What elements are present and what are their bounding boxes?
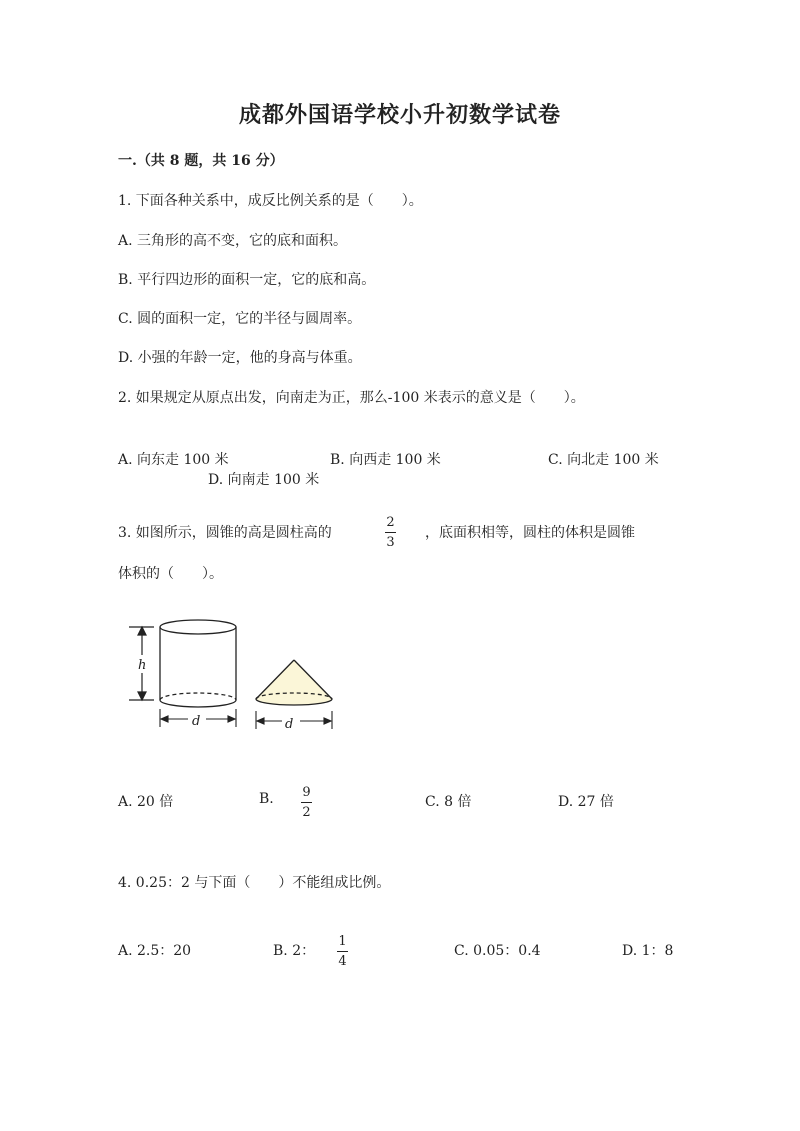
q1-option-b: B. 平行四边形的面积一定，它的底和高。 — [118, 272, 376, 288]
q2-option-a: A. 向东走 100 米 — [118, 452, 229, 468]
q3-option-b-fraction — [301, 785, 312, 820]
fraction-denominator: 2 — [302, 805, 311, 820]
section-header: 一.（共 8 题，共 16 分） — [118, 153, 284, 169]
page-title: 成都外国语学校小升初数学试卷 — [238, 102, 561, 128]
q2-option-d: D. 向南走 100 米 — [208, 472, 320, 488]
cylinder-shape — [160, 620, 236, 707]
fraction-bar — [337, 951, 348, 952]
cylinder-diameter-label: d — [192, 714, 201, 729]
q2-stem: 2. 如果规定从原点出发，向南走为正，那么-100 米表示的意义是（ ）。 — [118, 390, 585, 406]
cone-diameter-label: d — [285, 717, 294, 732]
q4-option-c: C. 0.05：0.4 — [454, 943, 541, 959]
q2-option-c: C. 向北走 100 米 — [548, 452, 659, 468]
q3-option-c: C. 8 倍 — [425, 794, 472, 810]
q4-option-d: D. 1：8 — [622, 943, 674, 959]
height-label: h — [138, 658, 147, 673]
q3-stem-after: ，底面积相等，圆柱的体积是圆锥 — [425, 525, 635, 541]
fraction-bar — [385, 532, 396, 533]
fraction-numerator: 2 — [386, 515, 395, 530]
q3-option-a: A. 20 倍 — [118, 794, 174, 810]
q3-option-d: D. 27 倍 — [558, 794, 614, 810]
q1-option-c: C. 圆的面积一定，它的半径与圆周率。 — [118, 311, 362, 327]
fraction-numerator: 1 — [338, 934, 347, 949]
cone-diameter-marker — [256, 711, 332, 729]
q4-option-a: A. 2.5：20 — [118, 943, 192, 959]
q3-stem-line2: 体积的（ ）。 — [118, 566, 223, 582]
fraction-bar — [301, 802, 312, 803]
q3-option-b-prefix: B. — [259, 791, 274, 807]
q4-stem: 4. 0.25：2 与下面（ ）不能组成比例。 — [118, 875, 391, 891]
q1-stem: 1. 下面各种关系中，成反比例关系的是（ ）。 — [118, 193, 423, 209]
q4-option-b-prefix: B. 2： — [273, 943, 316, 959]
q3-stem-fraction — [385, 515, 396, 550]
fraction-denominator: 3 — [386, 535, 395, 550]
cylinder-cone-figure — [124, 615, 354, 735]
q3-stem-before: 3. 如图所示，圆锥的高是圆柱高的 — [118, 525, 332, 541]
fraction-denominator: 4 — [338, 954, 347, 969]
q1-option-a: A. 三角形的高不变，它的底和面积。 — [118, 233, 348, 249]
cone-fill — [256, 660, 332, 705]
q2-option-b: B. 向西走 100 米 — [330, 452, 441, 468]
q4-option-b-fraction — [337, 934, 348, 969]
q1-option-d: D. 小强的年龄一定，他的身高与体重。 — [118, 350, 362, 366]
fraction-numerator: 9 — [302, 785, 311, 800]
